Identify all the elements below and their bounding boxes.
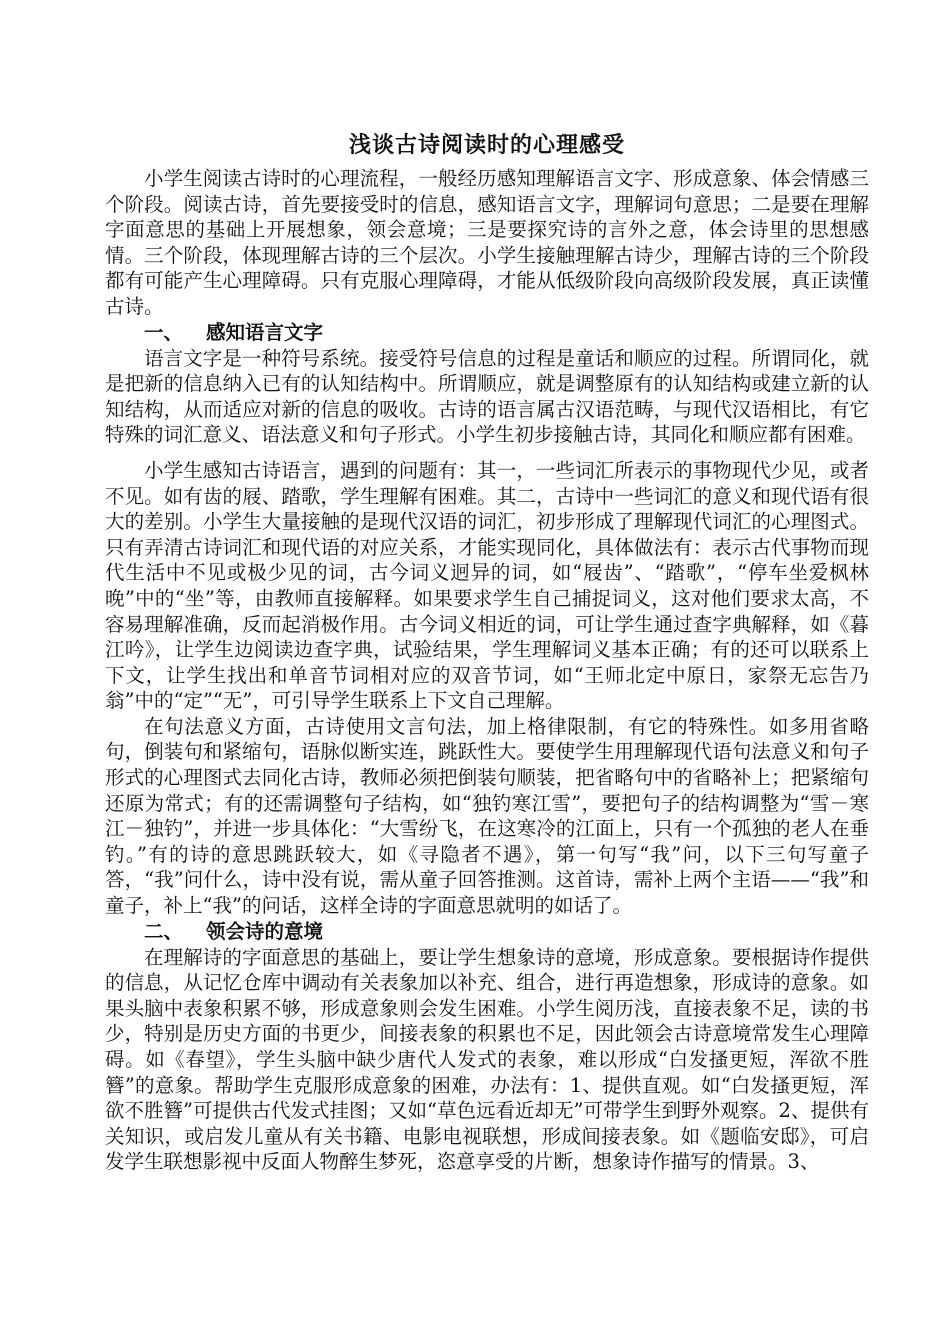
- section-number: 二、: [144, 919, 184, 943]
- section-heading-text: 领会诗的意境: [206, 919, 324, 943]
- paragraph-spacer: [105, 448, 869, 458]
- section1-paragraph-2: 小学生感知古诗语言，遇到的问题有：其一，一些词汇所表示的事物现代少见，或者不见。如有齿的屐、踏歌，学生理解有困难。其二，古诗中一些词汇的意义和现代语有很大的差别。小学生大量接触的是现代汉语的词汇，初步形成了理解现代词汇的心理图式。只有弄清古诗词汇和现代语的对应关系，才能实现同化，具体做法有：表示古代事物而现代生活中不见或极少见的词，古今词义迥异的词，如“屐齿”、“踏歌”，“停车坐爱枫林晚”中的“坐”等，由教师直接解释。如果要求学生自己捕捉词义，这对他们要求太高，不容易理解准确，反而起消极作用。古今词义相近的词，可让学生通过查字典解释，如《暮江吟》，让学生边阅读边查字典，试验结果，学生理解词义基本正确；有的还可以联系上下文，让学生找出和单音节词相对应的双音节词，如“王师北定中原日，家祭无忘告乃翁”中的“定”“无”，可引导学生联系上下文自己理解。: [105, 458, 869, 713]
- section-heading-text: 感知语言文字: [206, 320, 324, 344]
- document-title: 浅谈古诗阅读时的心理感受: [348, 133, 625, 158]
- section-heading-2: [105, 919, 869, 945]
- section-heading-1: [105, 320, 869, 346]
- intro-paragraph: 小学生阅读古诗时的心理流程，一般经历感知理解语言文字、形成意象、体会情感三个阶段。阅读古诗，首先要接受时的信息，感知语言文字，理解词句意思；二是要在理解字面意思的基础上开展想象，领会意境；三是要探究诗的言外之意，体会诗里的思想感情。三个阶段，体现理解古诗的三个层次。小学生接触理解古诗少，理解古诗的三个阶段都有可能产生心理障碍。只有克服心理障碍，才能从低级阶段向高级阶段发展，真正读懂古诗。: [105, 167, 869, 318]
- section1-paragraph-3: 在句法意义方面，古诗使用文言句法，加上格律限制，有它的特殊性。如多用省略句，倒装句和紧缩句，语脉似断实连，跳跃性大。要使学生用理解现代语句法意义和句子形式的心理图式去同化古诗，教师必须把倒装句顺装，把省略句中的省略补上；把紧缩句还原为常式；有的还需调整句子结构，如“独钓寒江雪”，要把句子的结构调整为“雪－寒江－独钓”，并进一步具体化：“大雪纷飞，在这寒冷的江面上，只有一个孤独的老人在垂钓。”有的诗的意思跳跃较大，如《寻隐者不遇》，第一句写“我”问，以下三句写童子答，“我”问什么，诗中没有说，需从童子回答推测。这首诗，需补上两个主语——“我”和童子，补上“我”的问话，这样全诗的字面意思就明的如话了。: [105, 714, 869, 918]
- section1-paragraph-1: 语言文字是一种符号系统。接受符号信息的过程是童话和顺应的过程。所谓同化，就是把新的信息纳入已有的认知结构中。所谓顺应，就是调整原有的认知结构或建立新的认知结构，从而适应对新的信息的吸收。古诗的语言属古汉语范畴，与现代汉语相比，有它特殊的词汇意义、语法意义和句子形式。小学生初步接触古诗，其同化和顺应都有困难。: [105, 346, 869, 447]
- section-number: 一、: [144, 320, 184, 344]
- section2-paragraph-1: 在理解诗的字面意思的基础上，要让学生想象诗的意境，形成意象。要根据诗作提供的信息，从记忆仓库中调动有关表象加以补充、组合，进行再造想象，形成诗的意象。如果头脑中表象积累不够，形成意象则会发生困难。小学生阅历浅，直接表象不足，读的书少，特别是历史方面的书更少，间接表象的积累也不足，因此领会古诗意境常发生心理障碍。如《春望》，学生头脑中缺少唐代人发式的表象，难以形成“白发搔更短，浑欲不胜簪”的意象。帮助学生克服形成意象的困难，办法有：1、提供直观。如“白发搔更短，浑欲不胜簪”可提供古代发式挂图；又如“草色远看近却无”可带学生到野外观察。2、提供有关知识，或启发儿童从有关书籍、电影电视联想，形成间接表象。如《题临安邸》，可启发学生联想影视中反面人物醉生梦死，恣意享受的片断，想象诗作描写的情景。3、: [105, 945, 869, 1174]
- document-page: [105, 130, 869, 1175]
